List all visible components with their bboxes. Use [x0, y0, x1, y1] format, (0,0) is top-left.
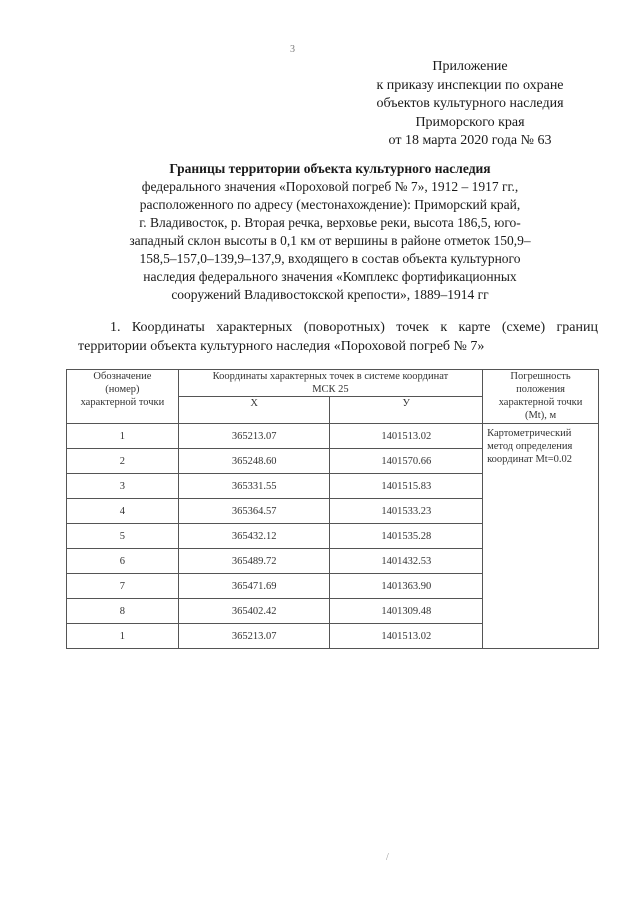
title-line: федерального значения «Пороховой погреб № 7», 1912 – 1917 гг.,: [141, 179, 519, 194]
title-line: наследия федерального значения «Комплекс фортификационных: [143, 269, 517, 284]
header-text: Погрешность: [510, 371, 571, 382]
x-coordinate: 365432.12: [178, 524, 330, 549]
header-text: характерной точки: [498, 397, 583, 408]
coordinates-table: [66, 369, 599, 649]
y-coordinate: 1401513.02: [330, 624, 483, 649]
point-number: 8: [67, 599, 179, 624]
accuracy-method: [483, 424, 599, 649]
section-heading: [78, 318, 598, 356]
appendix-line: к приказу инспекции по охране: [376, 77, 564, 93]
y-coordinate: 1401535.28: [330, 524, 483, 549]
point-number: 1: [67, 424, 179, 449]
point-number: 2: [67, 449, 179, 474]
accuracy-text: Картометрический: [487, 428, 572, 439]
title-line: 158,5–157,0–139,9–137,9, входящего в состав объекта культурного: [139, 251, 521, 266]
coordinates-header: [178, 370, 482, 397]
document-title: [100, 160, 560, 304]
appendix-line: от 18 марта 2020 года № 63: [388, 133, 552, 148]
x-coordinate: 365471.69: [178, 574, 330, 599]
y-coordinate: 1401513.02: [330, 424, 483, 449]
x-coordinate: 365248.60: [178, 449, 330, 474]
header-text: (номер): [105, 384, 140, 395]
section-line: территории объекта культурного наследия «Пороховой погреб № 7»: [78, 339, 485, 354]
y-coordinate: 1401533.23: [330, 499, 483, 524]
header-text: Обозначение: [93, 371, 152, 382]
y-coordinate: 1401515.83: [330, 474, 483, 499]
x-coordinate: 365213.07: [178, 624, 330, 649]
header-text: МСК 25: [312, 384, 349, 395]
title-line: западный склон высоты в 0,1 км от вершины в районе отметок 150,9–: [129, 233, 531, 248]
point-number: 5: [67, 524, 179, 549]
appendix-line: Приложение: [432, 59, 508, 74]
accuracy-text: координат Mt=0.02: [487, 454, 572, 465]
footer-mark: /: [386, 852, 389, 863]
title-line: г. Владивосток, р. Вторая речка, верховье реки, высота 186,5, юго-: [139, 215, 521, 230]
y-coordinate: 1401309.48: [330, 599, 483, 624]
x-coordinate: 365489.72: [178, 549, 330, 574]
x-coordinate: 365213.07: [178, 424, 330, 449]
appendix-line: Приморского края: [415, 114, 525, 130]
x-header: X: [178, 397, 330, 424]
x-coordinate: 365331.55: [178, 474, 330, 499]
y-coordinate: 1401363.90: [330, 574, 483, 599]
header-text: положения: [516, 384, 565, 395]
y-coordinate: 1401570.66: [330, 449, 483, 474]
section-line: 1. Координаты характерных (поворотных) точек к карте (схеме) границ: [110, 320, 598, 335]
point-number: 7: [67, 574, 179, 599]
point-number-header: [67, 370, 179, 424]
accuracy-text: метод определения: [487, 441, 573, 452]
appendix-header: [350, 58, 590, 151]
title-line: сооружений Владивостокской крепости», 1889–1914 гг: [171, 287, 489, 302]
point-number: 4: [67, 499, 179, 524]
appendix-line: объектов культурного наследия: [376, 96, 564, 111]
table-row: [67, 424, 599, 449]
header-text: Координаты характерных точек в системе координат: [212, 371, 449, 382]
header-text: (Mt), м: [524, 410, 557, 421]
point-number: 3: [67, 474, 179, 499]
y-header: У: [330, 397, 483, 424]
accuracy-header: [483, 370, 599, 424]
x-coordinate: 365364.57: [178, 499, 330, 524]
title-heading: Границы территории объекта культурного наследия: [169, 161, 491, 176]
y-coordinate: 1401432.53: [330, 549, 483, 574]
x-coordinate: 365402.42: [178, 599, 330, 624]
page-number: 3: [290, 44, 295, 55]
header-text: характерной точки: [80, 397, 165, 408]
title-line: расположенного по адресу (местонахождение): Приморский край,: [139, 197, 521, 212]
point-number: 1: [67, 624, 179, 649]
point-number: 6: [67, 549, 179, 574]
